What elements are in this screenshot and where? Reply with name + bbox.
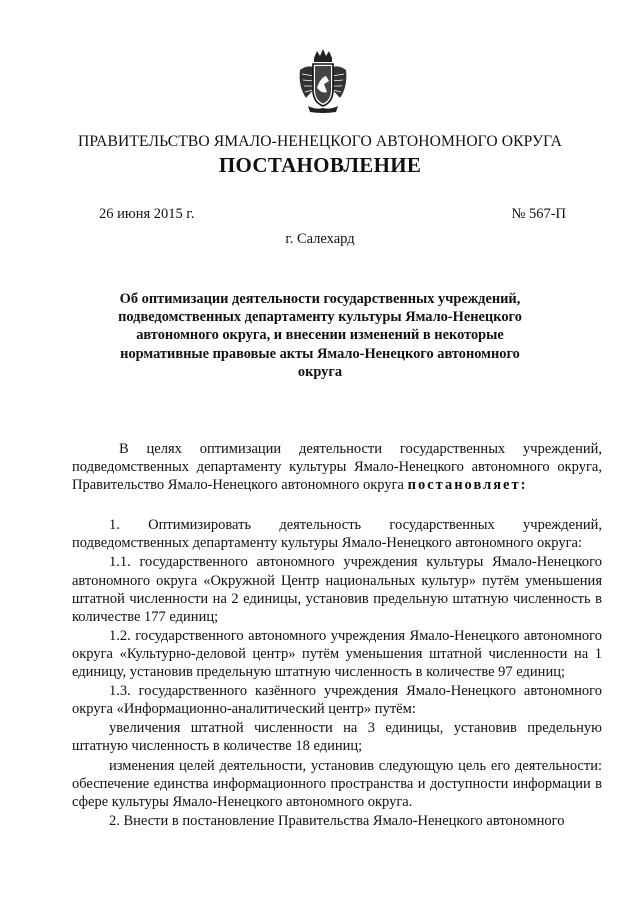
document-title: Об оптимизации деятельности государственных учреждений, подведомственных департаменту культуры Ямало-Ненецкого автономного округа, и внесении изменений в некоторые нормативные правовые акты Ямало-Ненецкого автономного округа [118,291,522,380]
document-type: ПОСТАНОВЛЕНИЕ [218,153,422,177]
paragraph-1: 1. Оптимизировать деятельность государственных учреждений, подведомственных департаменту культуры Ямало-Ненецкого автономного округа: [72,517,602,552]
paragraph-1-1: 1.1. государственного автономного учреждения культуры Ямало-Ненецкого автономного округа «Окружной Центр национальных культур» путём уменьшения штатной численности на 2 единицы, установив предельную штатную численность в количестве 177 единиц; [72,554,602,625]
preamble-text: В целях оптимизации деятельности государственных учреждений, подведомственных департаменту культуры Ямало-Ненецкого автономного округа, Правительство Ямало-Ненецкого автономного округа [72,441,602,494]
coat-of-arms-icon [296,48,350,114]
paragraph-1-3-item-1: увеличения штатной численности на 3 единицы, установив предельную штатную численность в количестве 18 единиц; [72,720,602,755]
organization-name: ПРАВИТЕЛЬСТВО ЯМАЛО-НЕНЕЦКОГО АВТОНОМНОГО ОКРУГА [78,133,562,150]
document-city: г. Салехард [285,231,355,247]
document-body [72,440,602,830]
paragraph-1-2: 1.2. государственного автономного учреждения Ямало-Ненецкого автономного округа «Культурно-деловой центр» путём уменьшения штатной численности на 1 единицу, установив предельную штатную численность в количестве 97 единиц; [72,627,602,681]
paragraph-1-3: 1.3. государственного казённого учреждения Ямало-Ненецкого автономного округа «Информационно-аналитический центр» путём: [72,683,602,718]
paragraph-1-3-item-2: изменения целей деятельности, установив следующую цель его деятельности: обеспечение единства информационного пространства и доступности информации в сфере культуры Ямало-Ненецкого автономного округа. [72,757,602,810]
document-date: 26 июня 2015 г. [99,206,195,222]
preamble-paragraph [72,440,602,494]
decree-word: постановляет: [407,477,528,494]
paragraph-2: 2. Внести в постановление Правительства Ямало-Ненецкого автономного [109,812,565,829]
document-number: № 567-П [511,206,566,222]
